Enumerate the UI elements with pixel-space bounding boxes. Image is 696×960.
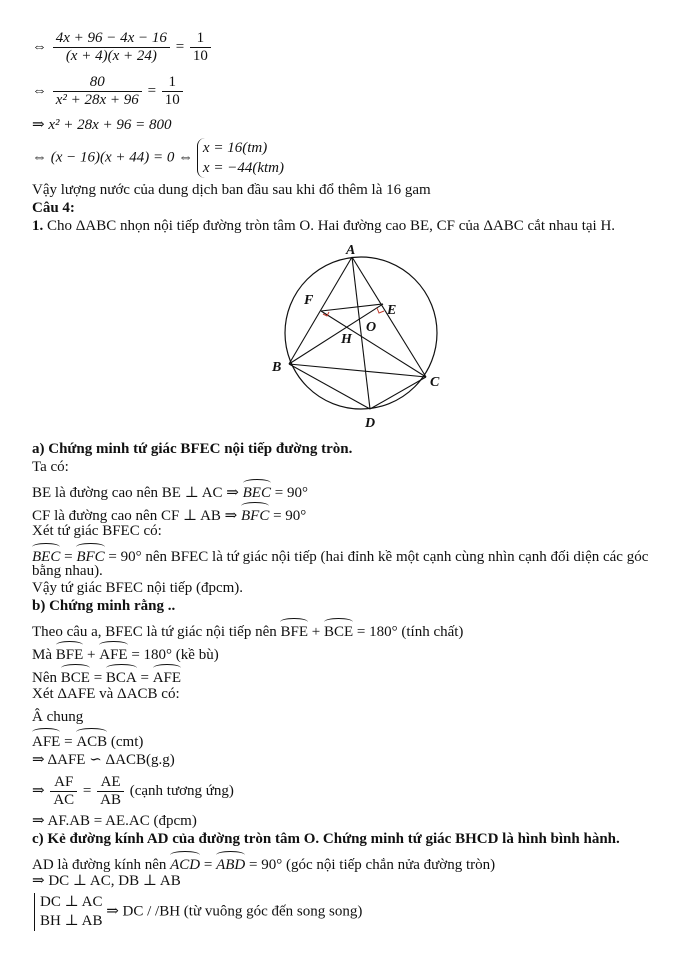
- text: (cmt): [107, 734, 144, 750]
- equiv-symbol: ⇔: [32, 82, 47, 99]
- denominator: x² + 28x + 96: [55, 92, 139, 108]
- part-b-line-1: [32, 620, 463, 641]
- text: = 90°: [270, 485, 308, 501]
- fraction: [162, 74, 183, 109]
- eq-line-2: [32, 74, 185, 109]
- text: +: [83, 647, 100, 663]
- angle-bfc: BFC: [241, 504, 269, 525]
- part-b-line-9: ⇒ AF.AB = AE.AC (đpcm): [32, 813, 197, 829]
- implies: ⇒: [32, 782, 45, 799]
- auxiliary-lines: [289, 257, 426, 409]
- part-c-heading: c) Kẻ đường kính AD của đường tròn tâm O. Chứng minh tứ giác BHCD là hình bình hành.: [32, 831, 620, 847]
- text: =: [89, 670, 106, 686]
- item-number: 1.: [32, 218, 44, 234]
- equals: =: [82, 782, 92, 799]
- angle-afe: AFE: [153, 666, 181, 687]
- statement-text: Cho ΔABC nhọn nội tiếp đường tròn tâm O. Hai đường cao BE, CF của ΔABC cắt nhau tại H.: [43, 218, 616, 234]
- part-a-line-1: Ta có:: [32, 459, 69, 475]
- conclusion-line: Vậy lượng nước của dung dịch ban đầu sau khi đổ thêm là 16 gam: [32, 182, 431, 198]
- numerator: 1: [162, 74, 183, 92]
- part-b-line-7: ⇒ ΔAFE ∽ ΔACB(g.g): [32, 752, 175, 768]
- text: =: [136, 670, 153, 686]
- numerator: 1: [190, 30, 211, 48]
- denominator: AC: [53, 792, 75, 808]
- part-a-line-7: Vậy tứ giác BFEC nội tiếp (đpcm).: [32, 580, 244, 596]
- segment-cd: [370, 377, 426, 409]
- part-b-line-6: [32, 730, 143, 751]
- point-label-o: O: [366, 320, 377, 335]
- denominator: (x + 4)(x + 24): [65, 48, 157, 64]
- case-bracket: [197, 138, 284, 178]
- part-a-line-6: bằng nhau).: [32, 563, 103, 579]
- case-1: x = 16(tm): [202, 140, 268, 156]
- denominator: AB: [100, 792, 121, 808]
- point-label-c: C: [430, 375, 440, 390]
- angle-abd: ABD: [216, 853, 245, 874]
- text: = 90° (góc nội tiếp chắn nửa đường tròn): [245, 857, 496, 873]
- angle-bce: BCE: [61, 666, 90, 687]
- right-angle-mark-e: [377, 308, 384, 313]
- point-label-b: B: [272, 360, 282, 375]
- text: Theo câu a, BFEC là tứ giác nội tiếp nên: [32, 624, 281, 640]
- equiv-symbol: ⇔: [32, 38, 47, 55]
- angle-bec: BEC: [243, 481, 271, 502]
- point-label-f: F: [304, 293, 314, 308]
- segment-ab: [289, 257, 352, 364]
- text: = 180° (kề bù): [127, 647, 219, 663]
- triangle-abc: [289, 257, 426, 377]
- angle-bfe: BFE: [280, 620, 308, 641]
- part-b-line-2: [32, 643, 219, 664]
- equals: =: [175, 38, 185, 55]
- part-a-heading: a) Chứng minh tứ giác BFEC nội tiếp đường tròn.: [32, 441, 353, 457]
- text: BE là đường cao nên BE ⊥ AC ⇒: [32, 485, 243, 501]
- denominator: 10: [164, 92, 180, 108]
- fraction: [190, 30, 211, 65]
- point-label-d: D: [365, 416, 376, 431]
- text: +: [308, 624, 324, 640]
- angle-afe: AFE: [32, 730, 60, 751]
- text: CF là đường cao nên CF ⊥ AB ⇒: [32, 508, 241, 524]
- text: (cạnh tương ứng): [129, 782, 234, 799]
- text: =: [200, 857, 217, 873]
- denominator: 10: [192, 48, 208, 64]
- eq-line-1: [32, 30, 213, 65]
- point-label-h: H: [341, 332, 352, 347]
- text: =: [60, 734, 77, 750]
- angle-bca: BCA: [106, 666, 137, 687]
- part-c-line-3: [32, 893, 362, 931]
- numerator: 80: [53, 74, 142, 92]
- part-b-line-3: [32, 666, 181, 687]
- part-b-line-5: [32, 708, 83, 726]
- part-a-line-4: Xét tứ giác BFEC có:: [32, 523, 162, 539]
- angle-bfc: BFC: [76, 545, 104, 566]
- text: =: [60, 549, 77, 565]
- fraction: [53, 30, 170, 65]
- text: chung: [42, 709, 84, 725]
- question-4-statement: [32, 217, 615, 235]
- part-a-line-2: [32, 481, 308, 502]
- angle-bfe: BFE: [56, 643, 84, 664]
- part-a-line-5: [32, 545, 648, 566]
- angle-bce: BCE: [324, 620, 353, 641]
- part-b-heading: b) Chứng minh rằng ..: [32, 598, 176, 614]
- text: Mà: [32, 647, 56, 663]
- eq-line-4: [32, 138, 284, 178]
- system-line-2: BH ⊥ AB: [40, 913, 103, 929]
- point-label-a: A: [346, 243, 356, 258]
- factored-equation: ⇔ (x − 16)(x + 44) = 0 ⇔: [32, 149, 194, 166]
- question-4-title: Câu 4:: [32, 200, 75, 216]
- system-line-1: DC ⊥ AC: [40, 894, 103, 910]
- fraction: [50, 774, 77, 809]
- point-label-e: E: [387, 303, 397, 318]
- numerator: AE: [97, 774, 124, 792]
- angle-a: Â: [32, 709, 43, 725]
- angle-afe: AFE: [99, 643, 127, 664]
- numerator: AF: [50, 774, 77, 792]
- text: = 180° (tính chất): [353, 624, 464, 640]
- part-c-line-1: [32, 853, 495, 874]
- geometry-figure: [0, 236, 696, 436]
- part-b-line-4: Xét ΔAFE và ΔACB có:: [32, 686, 180, 702]
- fraction: [53, 74, 142, 109]
- system-bracket: [34, 893, 102, 931]
- equals: =: [147, 82, 157, 99]
- eq-line-3: ⇒ x² + 28x + 96 = 800: [32, 117, 172, 133]
- case-2: x = −44(ktm): [202, 160, 284, 176]
- text: = 90°: [269, 508, 307, 524]
- text: Nên: [32, 670, 61, 686]
- fraction: [97, 774, 124, 809]
- text: ⇒ DC / /BH (từ vuông góc đến song song): [102, 903, 363, 920]
- text: = 90° nên BFEC là tứ giác nội tiếp (hai đỉnh kề một cạnh cùng nhìn cạnh đối diện các góc: [104, 549, 649, 565]
- angle-bec: BEC: [32, 545, 60, 566]
- numerator: 4x + 96 − 4x − 16: [53, 30, 170, 48]
- part-b-line-8: [32, 774, 234, 809]
- angle-acd: ACD: [170, 853, 200, 874]
- angle-acb: ACB: [76, 730, 107, 751]
- text: AD là đường kính nên: [32, 857, 171, 873]
- part-c-line-2: ⇒ DC ⊥ AC, DB ⊥ AB: [32, 873, 181, 889]
